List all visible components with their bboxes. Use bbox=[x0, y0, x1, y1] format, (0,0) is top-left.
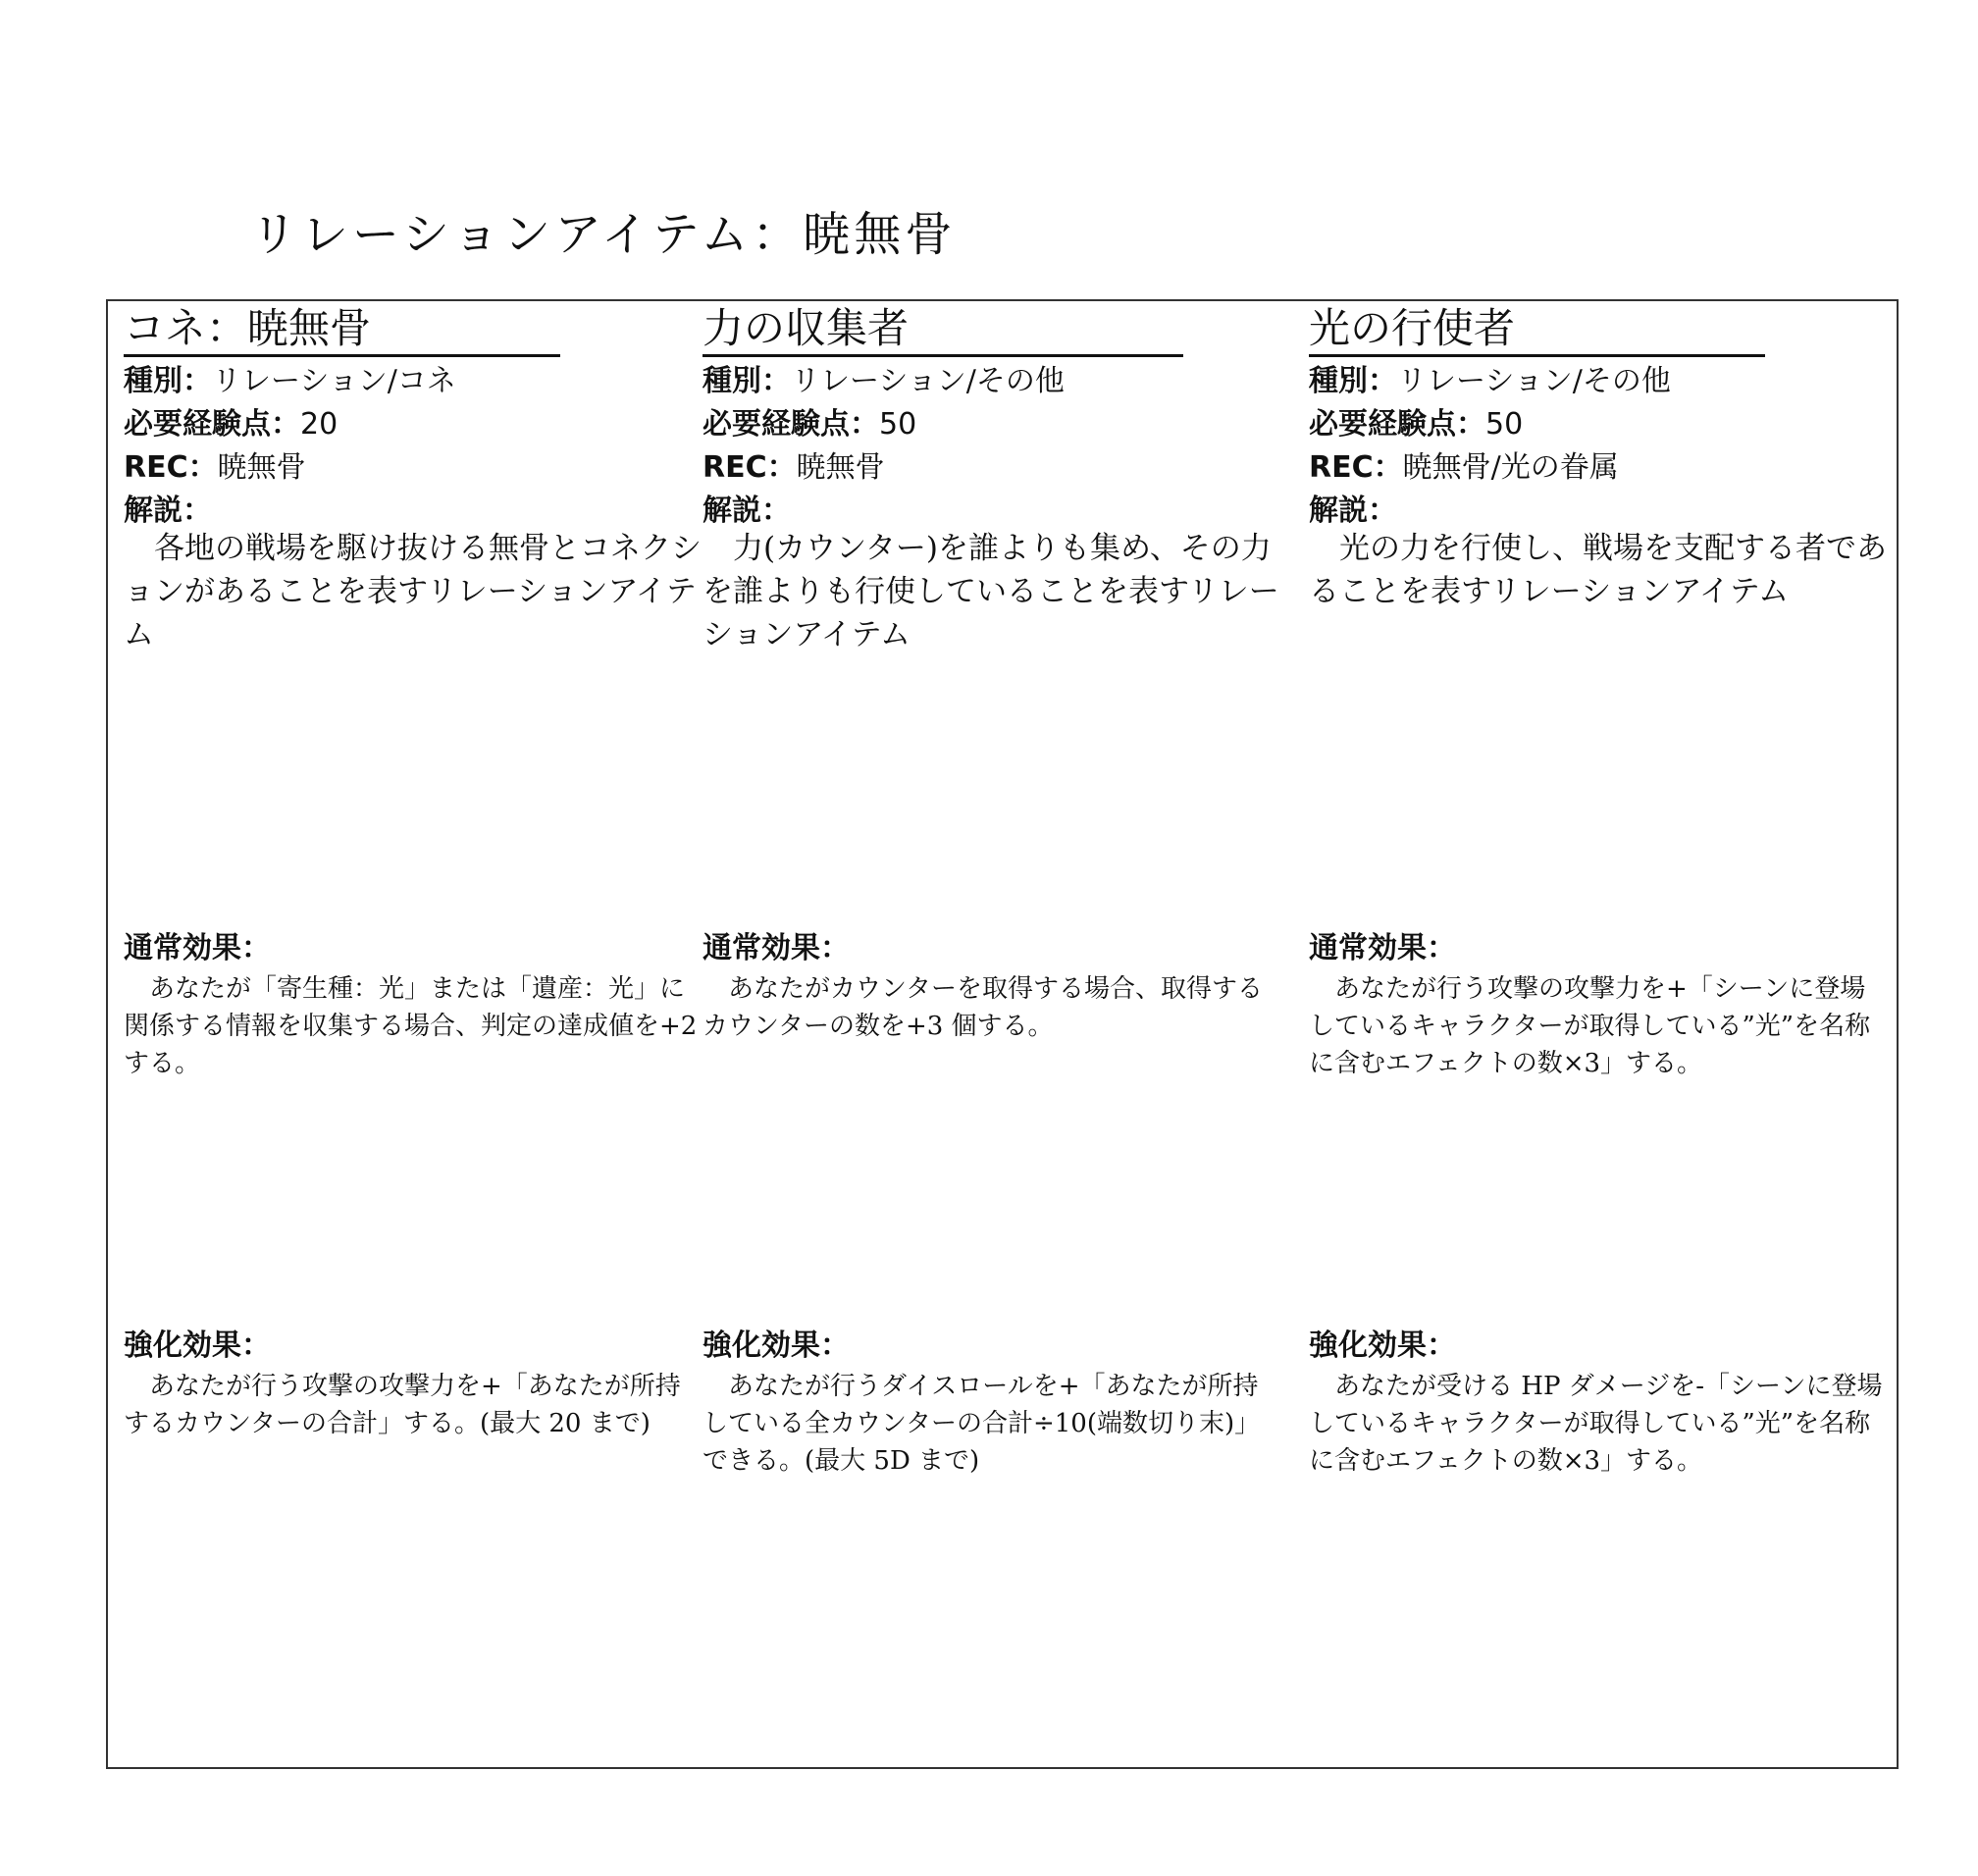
card-title: コネ：暁無骨 bbox=[124, 303, 560, 357]
kind-value: リレーション/その他 bbox=[1397, 364, 1671, 398]
exp-value: 50 bbox=[879, 407, 917, 442]
rec-label: REC： bbox=[124, 450, 218, 485]
card-meta bbox=[1309, 360, 1671, 533]
kind-label: 種別： bbox=[124, 364, 212, 398]
desc-label: 解説： bbox=[1309, 494, 1397, 528]
normal-effect-text: あなたが行う攻撃の攻撃力を+「シーンに登場しているキャラクターが取得している”光”を名称に含むエフェクトの数×3」する。 bbox=[1309, 974, 1871, 1078]
description-text: 各地の戦場を駆け抜ける無骨とコネクションがあることを表すリレーションアイテム bbox=[124, 531, 702, 652]
enhanced-effect-label: 強化効果： bbox=[703, 1329, 850, 1363]
rec-value: 暁無骨 bbox=[217, 450, 306, 485]
normal-effect-label: 通常効果： bbox=[703, 931, 850, 965]
item-card-light-wielder bbox=[1309, 301, 1888, 1767]
normal-effect-label: 通常効果： bbox=[1309, 931, 1456, 965]
kind-value: リレーション/その他 bbox=[791, 364, 1065, 398]
normal-effect-label: 通常効果： bbox=[124, 931, 271, 965]
desc-label: 解説： bbox=[124, 494, 212, 528]
kind-row bbox=[703, 360, 1065, 403]
rec-row bbox=[703, 446, 1065, 490]
item-table bbox=[106, 299, 1899, 1769]
enhanced-effect-text: あなたが受ける HP ダメージを-「シーンに登場しているキャラクターが取得している”光”を名称に含むエフェクトの数×3」する。 bbox=[1309, 1372, 1883, 1476]
enhanced-effect-text: あなたが行う攻撃の攻撃力を+「あなたが所持するカウンターの合計」する。(最大 20 まで) bbox=[124, 1372, 681, 1438]
kind-label: 種別： bbox=[1309, 364, 1397, 398]
card-meta bbox=[703, 360, 1065, 533]
card-title: 光の行使者 bbox=[1309, 303, 1765, 357]
rec-value: 暁無骨 bbox=[796, 450, 885, 485]
rec-label: REC： bbox=[1309, 450, 1403, 485]
enhanced-effect-text: あなたが行うダイスロールを+「あなたが所持している全カウンターの合計÷10(端数切り末)」できる。(最大 5D まで) bbox=[703, 1372, 1261, 1476]
rec-label: REC： bbox=[703, 450, 797, 485]
rec-value: 暁無骨/光の眷属 bbox=[1402, 450, 1619, 485]
exp-label: 必要経験点： bbox=[1309, 407, 1485, 442]
kind-label: 種別： bbox=[703, 364, 791, 398]
rec-row bbox=[1309, 446, 1671, 490]
exp-value: 50 bbox=[1485, 407, 1524, 442]
desc-label: 解説： bbox=[703, 494, 791, 528]
enhanced-effect-label: 強化効果： bbox=[124, 1329, 271, 1363]
item-card-connection bbox=[124, 301, 703, 1767]
exp-row bbox=[703, 403, 1065, 446]
normal-effect-text: あなたが「寄生種：光」または「遺産：光」に関係する情報を収集する場合、判定の達成値を+2 する。 bbox=[124, 974, 698, 1078]
rec-row bbox=[124, 446, 456, 490]
description-text: 光の力を行使し、戦場を支配する者であることを表すリレーションアイテム bbox=[1309, 531, 1887, 609]
kind-row bbox=[1309, 360, 1671, 403]
description-text: 力(カウンター)を誰よりも集め、その力を誰よりも行使していることを表すリレーションアイテム bbox=[703, 531, 1279, 652]
enhanced-effect-label: 強化効果： bbox=[1309, 1329, 1456, 1363]
exp-label: 必要経験点： bbox=[124, 407, 300, 442]
kind-row bbox=[124, 360, 456, 403]
exp-row bbox=[124, 403, 456, 446]
card-meta bbox=[124, 360, 456, 533]
item-card-power-collector bbox=[703, 301, 1281, 1767]
normal-effect-text: あなたがカウンターを取得する場合、取得するカウンターの数を+3 個する。 bbox=[703, 974, 1263, 1041]
page-title: リレーションアイテム：暁無骨 bbox=[250, 207, 957, 262]
exp-label: 必要経験点： bbox=[703, 407, 879, 442]
exp-value: 20 bbox=[300, 407, 338, 442]
kind-value: リレーション/コネ bbox=[212, 364, 456, 398]
card-title: 力の収集者 bbox=[703, 303, 1183, 357]
exp-row bbox=[1309, 403, 1671, 446]
